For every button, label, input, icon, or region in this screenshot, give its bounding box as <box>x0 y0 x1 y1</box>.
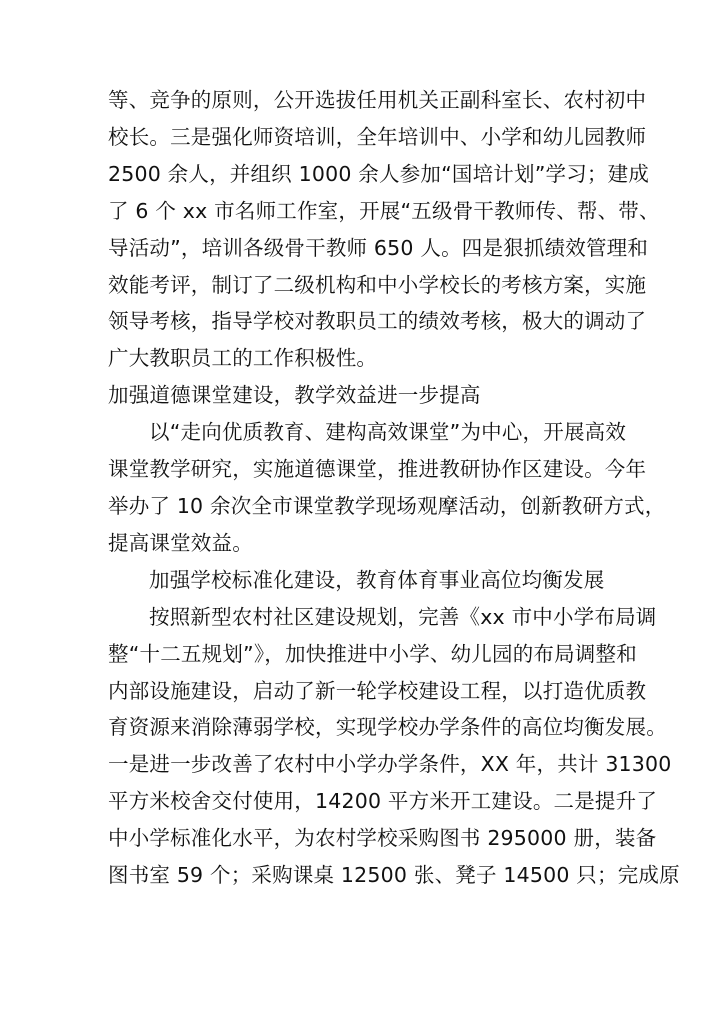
text-line: 以“走向优质教育、建构高效课堂”为中心，开展高效 <box>149 420 627 445</box>
text-line: 了 6 个 xx 市名师工作室，开展“五级骨干教师传、帮、带、 <box>108 198 660 223</box>
text-line: 导活动”，培训各级骨干教师 650 人。四是狠抓绩效管理和 <box>108 235 649 260</box>
text-line: 提高课堂效益。 <box>108 530 253 555</box>
text-line: 整“十二五规划”》，加快推进中小学、幼儿园的布局调整和 <box>108 641 637 666</box>
text-line: 内部设施建设，启动了新一轮学校建设工程，以打造优质教 <box>108 678 647 703</box>
text-line: 图书室 59 个；采购课桌 12500 张、凳子 14500 只；完成原 <box>108 863 680 888</box>
text-line: 2500 余人，并组织 1000 余人参加“国培计划”学习；建成 <box>108 161 650 186</box>
text-line: 广大教职员工的工作积极性。 <box>108 346 378 371</box>
text-line: 平方米校舍交付使用，14200 平方米开工建设。二是提升了 <box>108 789 658 814</box>
text-line: 育资源来消除薄弱学校，实现学校办学条件的高位均衡发展。 <box>108 715 667 740</box>
section-heading: 加强道德课堂建设，教学效益进一步提高 <box>108 383 481 408</box>
text-line: 领导考核，指导学校对教职员工的绩效考核，极大的调动了 <box>108 309 647 334</box>
text-line: 一是进一步改善了农村中小学办学条件，XX 年，共计 31300 <box>108 752 672 777</box>
text-line: 按照新型农村社区建设规划，完善《xx 市中小学布局调 <box>149 604 657 629</box>
text-line: 中小学标准化水平，为农村学校采购图书 295000 册，装备 <box>108 826 657 851</box>
text-line: 课堂教学研究，实施道德课堂，推进教研协作区建设。今年 <box>108 457 647 482</box>
text-line: 效能考评，制订了二级机构和中小学校长的考核方案，实施 <box>108 272 647 297</box>
text-line: 校长。三是强化师资培训，全年培训中、小学和幼儿园教师 <box>108 124 647 149</box>
text-line: 等、竞争的原则，公开选拔任用机关正副科室长、农村初中 <box>108 88 647 112</box>
section-heading: 加强学校标准化建设，教育体育事业高位均衡发展 <box>149 567 605 592</box>
text-line: 举办了 10 余次全市课堂教学现场观摩活动，创新教研方式， <box>108 493 666 518</box>
document-body <box>108 82 680 894</box>
